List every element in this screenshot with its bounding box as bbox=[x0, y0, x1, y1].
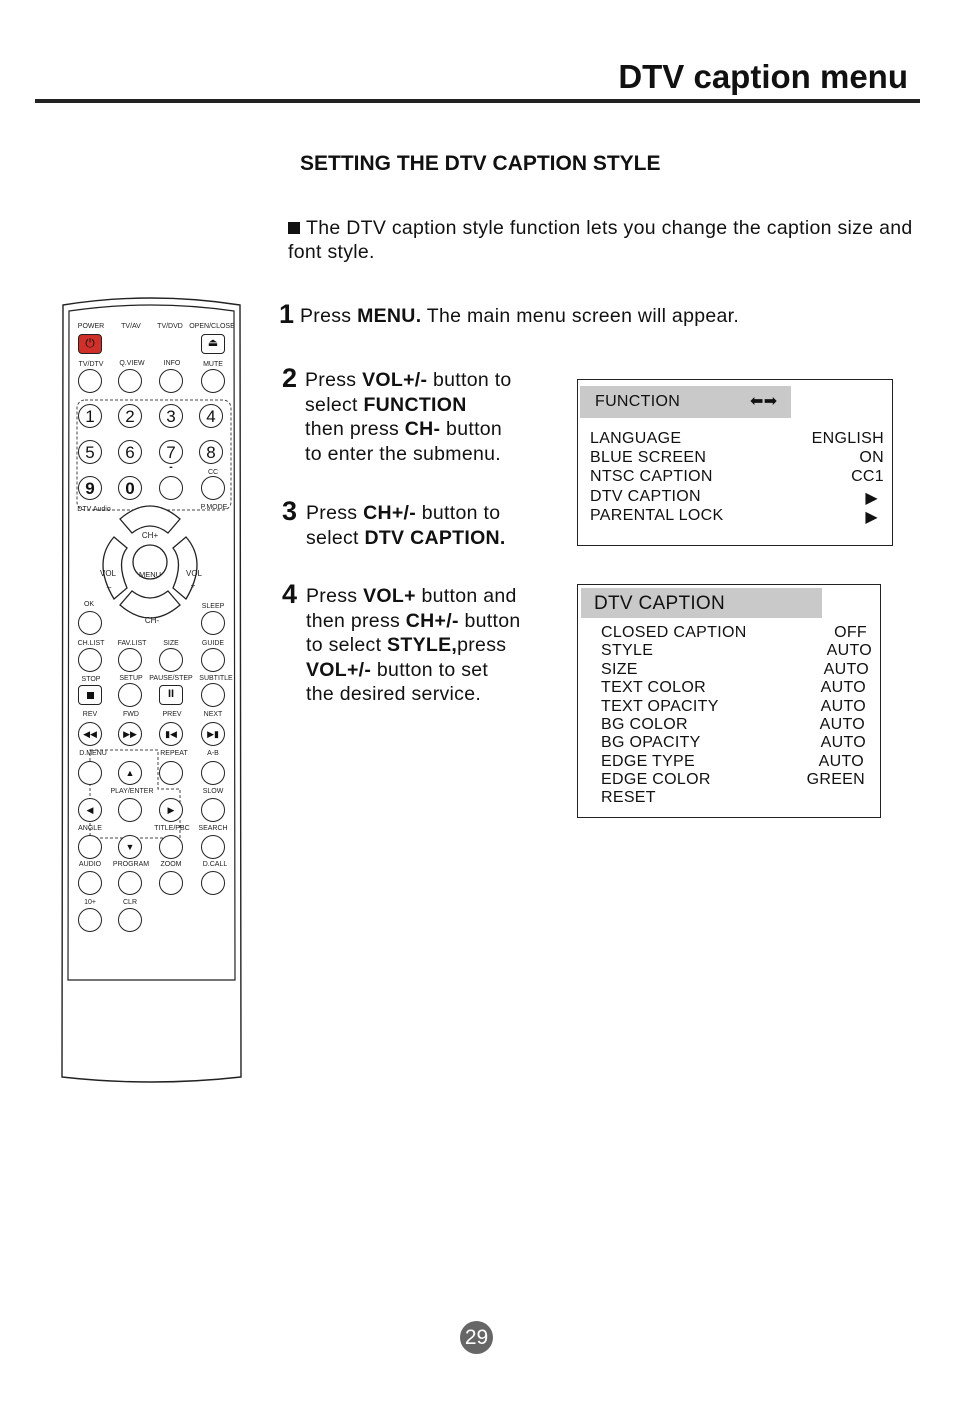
remote-label: POWER bbox=[77, 323, 105, 330]
menu-button[interactable]: MENU bbox=[138, 570, 162, 579]
remote-label: PAUSE/STEP bbox=[149, 675, 193, 682]
remote-label: SETUP bbox=[119, 675, 143, 682]
digit-1-button[interactable]: 1 bbox=[78, 404, 102, 428]
digit-7-button[interactable]: 7 bbox=[159, 440, 183, 464]
right-arrow-icon: ▶ bbox=[167, 805, 175, 815]
title-pbc-button[interactable] bbox=[159, 835, 183, 859]
step-1-text bbox=[300, 304, 739, 329]
d-call-button[interactable] bbox=[201, 871, 225, 895]
dtv-caption-menu-title: DTV CAPTION bbox=[594, 593, 726, 614]
function-menu-screen bbox=[577, 379, 893, 546]
step-keyword: DTV CAPTION. bbox=[364, 526, 506, 549]
remote-label: STOP bbox=[81, 676, 101, 683]
repeat-button[interactable] bbox=[159, 761, 183, 785]
step-text: button to set bbox=[371, 658, 489, 681]
menu-row-label: TEXT OPACITY bbox=[601, 698, 719, 715]
submenu-arrow-icon: ▶ bbox=[865, 509, 878, 526]
step-number: 1 bbox=[279, 299, 295, 329]
ok-button[interactable] bbox=[78, 611, 102, 635]
step-text: then press bbox=[305, 418, 405, 440]
stop-icon bbox=[87, 692, 94, 699]
fav-list-button[interactable] bbox=[118, 648, 142, 672]
up-button[interactable] bbox=[118, 761, 142, 785]
step-4-text bbox=[306, 584, 520, 707]
step-text: press bbox=[457, 634, 507, 656]
remote-label: SLEEP bbox=[201, 603, 225, 610]
digit-9-button[interactable]: 9 bbox=[78, 476, 102, 500]
remote-label: OPEN/CLOSE bbox=[189, 323, 235, 330]
digit-3-button[interactable]: 3 bbox=[159, 404, 183, 428]
step-text: button to bbox=[416, 502, 501, 524]
step-2-text bbox=[305, 368, 512, 466]
left-button[interactable] bbox=[78, 798, 102, 822]
q-view-button[interactable] bbox=[118, 369, 142, 393]
remote-label: PLAY/ENTER bbox=[110, 788, 154, 795]
step-text: button and bbox=[415, 585, 517, 607]
menu-row bbox=[578, 642, 880, 661]
clr-button[interactable] bbox=[118, 908, 142, 932]
menu-row-label: SIZE bbox=[601, 661, 638, 678]
d-menu-button[interactable] bbox=[78, 761, 102, 785]
remote-label: GUIDE bbox=[201, 640, 225, 647]
menu-row-label: LANGUAGE bbox=[590, 430, 682, 447]
remote-label: SUBTITLE bbox=[199, 675, 233, 682]
menu-row-value: ON bbox=[859, 449, 884, 466]
subtitle-button[interactable] bbox=[201, 683, 225, 707]
remote-label: PREV bbox=[162, 711, 182, 718]
program-button[interactable] bbox=[118, 871, 142, 895]
menu-row-label: BG OPACITY bbox=[601, 734, 701, 751]
remote-label: FWD bbox=[123, 711, 139, 718]
bullet-icon bbox=[288, 222, 300, 234]
ch-up-button[interactable]: CH+ bbox=[141, 531, 159, 540]
step-text: to select bbox=[306, 634, 388, 656]
remote-label: REPEAT bbox=[160, 750, 188, 757]
eject-icon: ⏏ bbox=[207, 337, 219, 349]
ten-plus-button[interactable] bbox=[78, 908, 102, 932]
step-text: Press bbox=[306, 585, 364, 607]
guide-button[interactable] bbox=[201, 648, 225, 672]
setup-button[interactable] bbox=[118, 683, 142, 707]
angle-button[interactable] bbox=[78, 835, 102, 859]
search-button[interactable] bbox=[201, 835, 225, 859]
menu-row-label: BG COLOR bbox=[601, 716, 688, 733]
menu-row-label: PARENTAL LOCK bbox=[590, 507, 724, 524]
step-number: 3 bbox=[282, 496, 298, 526]
submenu-arrow-icon: ▶ bbox=[865, 490, 878, 507]
menu-row-value: AUTO bbox=[823, 661, 869, 678]
remote-label: ZOOM bbox=[160, 861, 182, 868]
ch-list-button[interactable] bbox=[78, 648, 102, 672]
remote-label: AUDIO bbox=[78, 861, 102, 868]
menu-row-value: AUTO bbox=[820, 698, 866, 715]
prev-button[interactable] bbox=[159, 722, 183, 746]
remote-label: A-B bbox=[207, 750, 219, 757]
vol-down-button[interactable]: VOL bbox=[99, 569, 117, 578]
section-title: SETTING THE DTV CAPTION STYLE bbox=[300, 152, 661, 175]
remote-label: - bbox=[169, 461, 173, 473]
down-arrow-icon: ▼ bbox=[125, 842, 135, 852]
menu-row-value: AUTO bbox=[818, 753, 864, 770]
remote-label: Q.VIEW bbox=[119, 360, 145, 367]
tv-dtv-button[interactable] bbox=[78, 369, 102, 393]
digit-6-button[interactable]: 6 bbox=[118, 440, 142, 464]
open-close-button[interactable] bbox=[201, 334, 225, 354]
digit-5-button[interactable]: 5 bbox=[78, 440, 102, 464]
left-arrow-icon: ◀ bbox=[86, 805, 94, 815]
slow-button[interactable] bbox=[201, 798, 225, 822]
pause-step-button[interactable] bbox=[159, 685, 183, 705]
menu-row bbox=[578, 753, 880, 772]
digit-2-button[interactable]: 2 bbox=[118, 404, 142, 428]
intro-paragraph bbox=[288, 216, 928, 264]
remote-label: SIZE bbox=[163, 640, 179, 647]
remote-label: NEXT bbox=[203, 711, 223, 718]
power-icon: ⏻ bbox=[85, 336, 95, 350]
remote-label: FAV.LIST bbox=[117, 640, 147, 647]
step-number: 2 bbox=[282, 363, 298, 393]
dash-button[interactable] bbox=[159, 476, 183, 500]
step-text: button bbox=[440, 418, 503, 440]
size-button[interactable] bbox=[159, 648, 183, 672]
up-arrow-icon: ▲ bbox=[125, 768, 135, 778]
next-icon: ▶▮ bbox=[207, 729, 219, 739]
menu-row bbox=[578, 624, 880, 643]
menu-row bbox=[578, 698, 880, 717]
audio-button[interactable] bbox=[78, 871, 102, 895]
menu-row bbox=[578, 430, 892, 449]
menu-row bbox=[578, 771, 880, 790]
menu-row-label: NTSC CAPTION bbox=[590, 468, 713, 485]
rev-button[interactable] bbox=[78, 722, 102, 746]
remote-label: DTV Audio bbox=[77, 506, 111, 513]
power-button[interactable] bbox=[78, 334, 102, 354]
step-3-text bbox=[306, 501, 506, 550]
menu-row-label: RESET bbox=[601, 789, 656, 806]
step-text: The main menu screen will appear. bbox=[421, 305, 740, 327]
menu-row-label: CLOSED CAPTION bbox=[601, 624, 747, 641]
down-button[interactable] bbox=[118, 835, 142, 859]
remote-label: CLR bbox=[122, 899, 138, 906]
remote-label: MUTE bbox=[203, 361, 223, 368]
previous-icon: ▮◀ bbox=[165, 729, 177, 739]
remote-label: + bbox=[190, 581, 196, 590]
menu-row bbox=[578, 734, 880, 753]
vol-up-button[interactable]: VOL bbox=[185, 569, 203, 578]
remote-label: _ bbox=[106, 579, 112, 588]
cc-button[interactable] bbox=[201, 476, 225, 500]
menu-row bbox=[578, 661, 880, 680]
remote-label: CC bbox=[207, 469, 219, 476]
digit-8-button[interactable]: 8 bbox=[199, 440, 223, 464]
remote-label: OK bbox=[83, 601, 95, 608]
menu-row bbox=[578, 468, 892, 487]
stop-button[interactable] bbox=[78, 685, 102, 705]
dtv-caption-menu-header bbox=[581, 588, 822, 618]
step-text: the desired service. bbox=[306, 683, 482, 705]
mute-button[interactable] bbox=[201, 369, 225, 393]
step-keyword: CH+/- bbox=[405, 609, 459, 632]
step-text: select bbox=[306, 526, 365, 549]
step-text: Press bbox=[300, 305, 358, 327]
menu-row-value: AUTO bbox=[820, 679, 866, 696]
remote-control bbox=[60, 297, 243, 1084]
remote-label: SLOW bbox=[202, 788, 224, 795]
digit-0-button[interactable]: 0 bbox=[118, 476, 142, 500]
menu-row-value: ENGLISH bbox=[811, 430, 884, 447]
step-text: button bbox=[458, 609, 521, 632]
title-divider bbox=[35, 99, 920, 103]
step-keyword: FUNCTION bbox=[363, 393, 467, 416]
remote-label: ANGLE bbox=[78, 825, 102, 832]
fast-forward-icon: ▶▶ bbox=[123, 729, 137, 739]
menu-row bbox=[578, 679, 880, 698]
digit-4-button[interactable]: 4 bbox=[199, 404, 223, 428]
page-number: 29 bbox=[460, 1321, 493, 1354]
menu-row bbox=[578, 789, 880, 808]
step-text: select bbox=[305, 393, 364, 416]
menu-row-value: AUTO bbox=[820, 734, 866, 751]
step-text: Press bbox=[305, 369, 363, 391]
a-b-button[interactable] bbox=[201, 761, 225, 785]
step-keyword: CH- bbox=[404, 418, 441, 440]
remote-label: SEARCH bbox=[198, 825, 228, 832]
menu-row-label: EDGE TYPE bbox=[601, 753, 695, 770]
menu-row-label: TEXT COLOR bbox=[601, 679, 706, 696]
left-right-arrows-icon: ⬅➡ bbox=[750, 393, 778, 410]
menu-row bbox=[578, 507, 892, 526]
info-button[interactable] bbox=[159, 369, 183, 393]
remote-label: TV/DTV bbox=[78, 361, 104, 368]
remote-label: D.MENU bbox=[79, 750, 107, 757]
pause-icon: II bbox=[167, 688, 175, 700]
fwd-button[interactable] bbox=[118, 722, 142, 746]
function-menu-header bbox=[580, 386, 791, 418]
step-keyword: VOL+ bbox=[363, 585, 416, 607]
step-text: to enter the submenu. bbox=[305, 442, 502, 465]
remote-label: D.CALL bbox=[202, 861, 228, 868]
next-button[interactable] bbox=[201, 722, 225, 746]
menu-row bbox=[578, 449, 892, 468]
step-number: 4 bbox=[282, 579, 298, 609]
step-text: then press bbox=[306, 609, 406, 632]
menu-row-label: DTV CAPTION bbox=[590, 488, 701, 505]
sleep-button[interactable] bbox=[201, 611, 225, 635]
remote-label: REV bbox=[82, 711, 98, 718]
remote-label: 10+ bbox=[84, 899, 96, 906]
remote-label: TITLE/PBC bbox=[154, 825, 190, 832]
zoom-button[interactable] bbox=[159, 871, 183, 895]
play-enter-button[interactable] bbox=[118, 798, 142, 822]
remote-label: CH.LIST bbox=[77, 640, 105, 647]
remote-label: P.MODE bbox=[200, 504, 228, 511]
remote-label: INFO bbox=[163, 360, 181, 367]
menu-row-value: OFF bbox=[834, 624, 867, 641]
intro-text: The DTV caption style function lets you change the caption size and font style. bbox=[288, 217, 913, 263]
step-keyword: MENU. bbox=[357, 305, 422, 327]
remote-label: PROGRAM bbox=[112, 861, 150, 868]
ch-down-button[interactable]: CH- bbox=[144, 616, 160, 625]
step-text: button to bbox=[427, 369, 512, 391]
step-keyword: STYLE, bbox=[387, 634, 458, 656]
page-title: DTV caption menu bbox=[618, 58, 908, 95]
menu-row-label: EDGE COLOR bbox=[601, 771, 711, 788]
menu-row bbox=[578, 488, 892, 507]
menu-row-value: AUTO bbox=[819, 716, 865, 733]
step-keyword: CH+/- bbox=[363, 502, 417, 524]
menu-row-value: CC1 bbox=[851, 468, 884, 485]
remote-label: TV/AV bbox=[121, 323, 141, 330]
menu-row-value: GREEN bbox=[806, 771, 865, 788]
step-text: Press bbox=[306, 502, 364, 524]
rewind-icon: ◀◀ bbox=[83, 729, 97, 739]
menu-row-label: BLUE SCREEN bbox=[590, 449, 707, 466]
step-keyword: VOL+/- bbox=[306, 658, 372, 681]
menu-row-label: STYLE bbox=[601, 642, 654, 659]
right-button[interactable] bbox=[159, 798, 183, 822]
dtv-caption-menu-screen bbox=[577, 584, 881, 818]
step-keyword: VOL+/- bbox=[362, 369, 428, 391]
menu-row-value: AUTO bbox=[826, 642, 872, 659]
function-menu-title: FUNCTION bbox=[595, 393, 681, 410]
menu-row bbox=[578, 716, 880, 735]
remote-label: TV/DVD bbox=[157, 323, 183, 330]
